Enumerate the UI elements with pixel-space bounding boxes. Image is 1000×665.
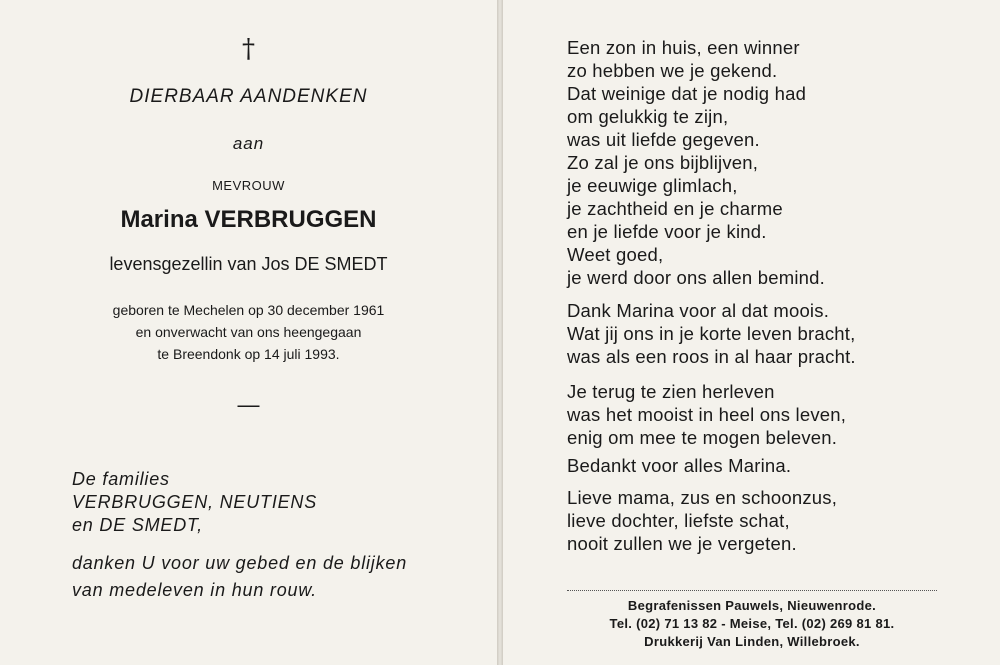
separator: — — [237, 392, 260, 417]
family-line: De families — [72, 469, 170, 489]
date-line: te Breendonk op 14 juli 1993. — [157, 346, 340, 362]
dates-block — [0, 299, 497, 365]
cross-icon: † — [242, 34, 255, 64]
thanks-line: danken U voor uw gebed en de blijken — [72, 553, 408, 573]
left-page — [0, 0, 497, 665]
title-mevrouw: MEVROUW — [212, 178, 285, 193]
family-line: en DE SMEDT, — [72, 515, 203, 535]
poem-line: was als een roos in al haar pracht. — [567, 346, 856, 367]
poem-line: en je liefde voor je kind. — [567, 221, 767, 242]
poem-line: was uit liefde gegeven. — [567, 129, 760, 150]
poem-line: Weet goed, — [567, 244, 664, 265]
poem-line: Dat weinige dat je nodig had — [567, 83, 807, 104]
poem-line: Bedankt voor alles Marina. — [567, 455, 792, 476]
date-line: geboren te Mechelen op 30 december 1961 — [112, 302, 385, 318]
dotted-divider — [567, 590, 937, 591]
footer-line: Tel. (02) 71 13 82 - Meise, Tel. (02) 269 81 81. — [609, 616, 895, 631]
poem-line: je zachtheid en je charme — [567, 198, 783, 219]
poem-line: je werd door ons allen bemind. — [567, 267, 825, 288]
poem-stanza-4 — [567, 454, 791, 477]
poem-line: om gelukkig te zijn, — [567, 106, 729, 127]
poem-stanza-5 — [567, 486, 837, 555]
poem-stanza-1 — [567, 36, 825, 289]
families-block — [72, 468, 317, 537]
deceased-name: Marina VERBRUGGEN — [120, 206, 377, 233]
thanks-block — [72, 550, 407, 604]
poem-line: Je terug te zien herleven — [567, 381, 775, 402]
poem-line: lieve dochter, liefste schat, — [567, 510, 790, 531]
poem-line: was het mooist in heel ons leven, — [567, 404, 847, 425]
heading: DIERBAAR AANDENKEN — [129, 86, 368, 107]
poem-line: nooit zullen we je vergeten. — [567, 533, 797, 554]
poem-line: zo hebben we je gekend. — [567, 60, 778, 81]
printer-footer — [562, 597, 942, 651]
footer-line: Begrafenissen Pauwels, Nieuwenrode. — [627, 598, 877, 613]
thanks-line: van medeleven in hun rouw. — [72, 580, 317, 600]
footer-line: Drukkerij Van Linden, Willebroek. — [644, 634, 860, 649]
family-line: VERBRUGGEN, NEUTIENS — [72, 492, 318, 512]
poem-stanza-2 — [567, 299, 856, 368]
poem-line: Een zon in huis, een winner — [567, 37, 800, 58]
aan-text: aan — [232, 134, 265, 153]
poem-line: Wat jij ons in je korte leven bracht, — [567, 323, 856, 344]
poem-line: enig om mee te mogen beleven. — [567, 427, 838, 448]
partner-line: levensgezellin van Jos DE SMEDT — [109, 254, 388, 274]
date-line: en onverwacht van ons heengegaan — [135, 324, 362, 340]
poem-stanza-3 — [567, 380, 846, 449]
poem-line: Zo zal je ons bijblijven, — [567, 152, 759, 173]
poem-line: je eeuwige glimlach, — [567, 175, 738, 196]
poem-line: Dank Marina voor al dat moois. — [567, 300, 830, 321]
poem-line: Lieve mama, zus en schoonzus, — [567, 487, 838, 508]
